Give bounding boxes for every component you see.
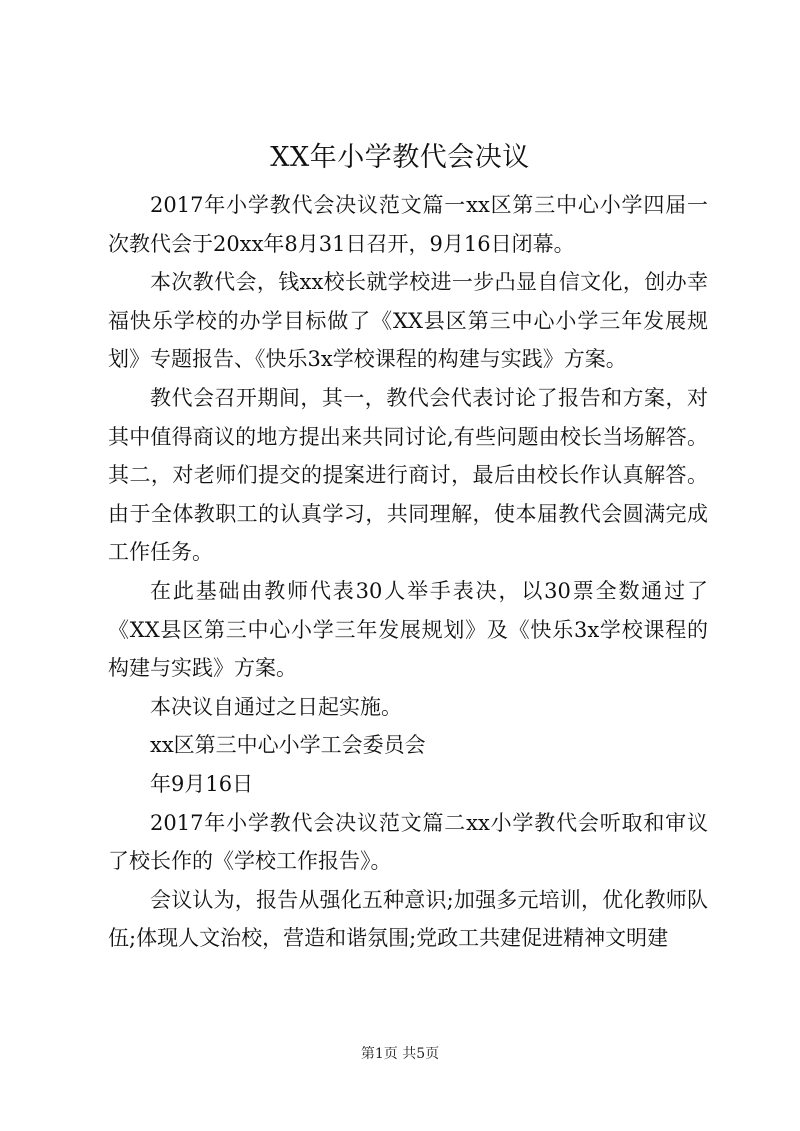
paragraph-3: 教代会召开期间，其一，教代会代表讨论了报告和方案，对其中值得商议的地方提出来共同讨论,有些问题由校长当场解答。其二，对老师们提交的提案进行商讨，最后由校长作认真解答。由于全体教职工的认真学习，共同理解，使本届教代会圆满完成工作任务。 xyxy=(108,385,708,565)
page-footer: 第1页 共5页 xyxy=(360,1046,440,1062)
document-title: XX年小学教代会决议 xyxy=(270,142,530,173)
paragraph-4: 在此基础由教师代表30人举手表决，以30票全数通过了《XX县区第三中心小学三年发展规划》及《快乐3x学校课程的构建与实践》方案。 xyxy=(108,578,708,681)
paragraph-1: 2017年小学教代会决议范文篇一xx区第三中心小学四届一次教代会于20xx年8月31日召开，9月16日闭幕。 xyxy=(108,193,708,256)
document-body xyxy=(108,186,708,958)
resolution-effective-line: 本决议自通过之日起实施。 xyxy=(150,694,402,719)
paragraph-5: 2017年小学教代会决议范文篇二xx小学教代会听取和审议了校长作的《学校工作报告》。 xyxy=(108,810,708,874)
paragraph-6: 会议认为，报告从强化五种意识;加强多元培训，优化教师队伍;体现人文治校，营造和谐氛围;党政工共建促进精神文明建 xyxy=(108,887,708,951)
signature-date: 年9月16日 xyxy=(150,771,254,796)
signature-organization: xx区第三中心小学工会委员会 xyxy=(150,733,426,758)
paragraph-2: 本次教代会，钱xx校长就学校进一步凸显自信文化，创办幸福快乐学校的办学目标做了《XX县区第三中心小学三年发展规划》专题报告、《快乐3x学校课程的构建与实践》方案。 xyxy=(108,270,708,372)
